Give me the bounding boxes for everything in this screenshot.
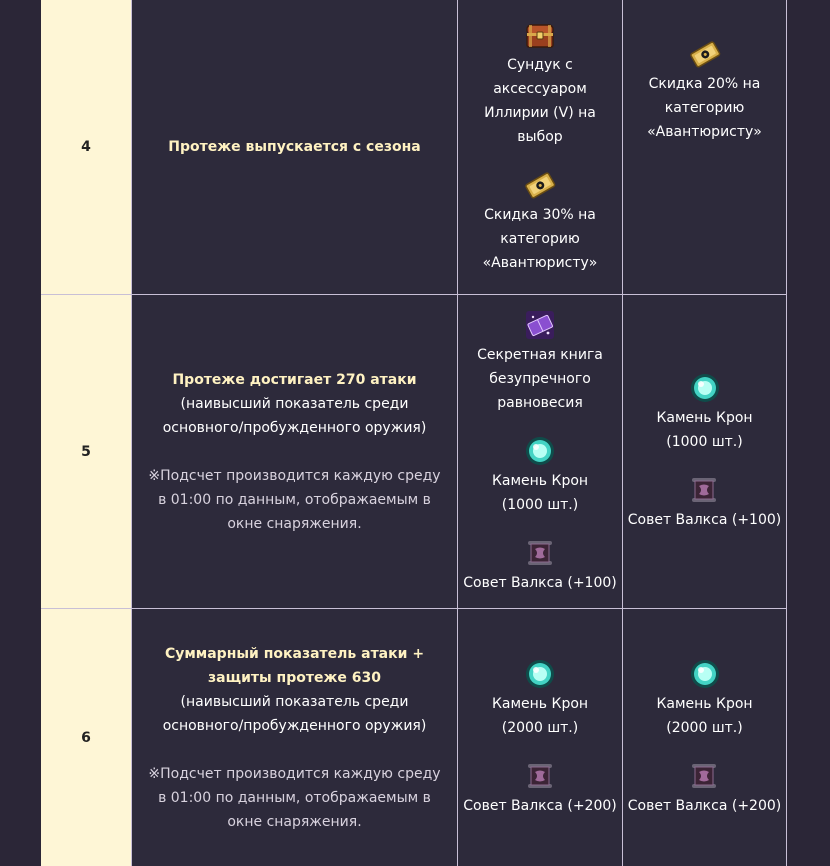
valks-scroll-icon	[524, 760, 556, 792]
reward-item	[485, 435, 595, 517]
reward-cell-2	[623, 609, 787, 866]
reward-name: Совет Валкса (+200)	[463, 797, 617, 814]
row-number: 5	[41, 295, 131, 608]
reward-item	[628, 474, 782, 532]
reward-item	[480, 169, 600, 275]
reward-cell-1	[458, 0, 623, 294]
reward-cell-1	[458, 295, 623, 608]
reward-item	[645, 38, 765, 144]
reward-item	[650, 372, 760, 454]
reward-name: Камень Крон (2000 шт.)	[656, 695, 753, 736]
condition-subtitle: (наивысший показатель среди основного/пробужденного оружия)	[162, 395, 427, 436]
row-number: 4	[41, 0, 131, 294]
valks-scroll-icon	[688, 760, 720, 792]
table-row	[41, 0, 787, 294]
reward-name: Сундук с аксессуаром Иллирии (V) на выбор	[484, 57, 596, 145]
reward-name: Совет Валкса (+100)	[463, 574, 617, 591]
reward-item	[480, 19, 600, 149]
condition-cell	[131, 295, 458, 608]
reward-cell-1	[458, 609, 623, 866]
condition-title: Протеже достигает 270 атаки	[172, 371, 417, 388]
crone-stone-icon	[689, 372, 721, 404]
crone-stone-icon	[689, 658, 721, 690]
condition-note: ※Подсчет производится каждую среду в 01:00 по данным, отображаемым в окне снаряжения.	[148, 467, 441, 532]
condition-title: Протеже выпускается с сезона	[168, 139, 421, 155]
reward-cell-2	[623, 295, 787, 608]
reward-item	[485, 658, 595, 740]
rewards-table	[41, 0, 787, 866]
condition-cell	[131, 0, 458, 294]
discount-ticket-icon	[689, 38, 721, 70]
reward-name: Камень Крон (1000 шт.)	[491, 472, 589, 513]
reward-cell-2	[623, 0, 787, 294]
reward-name: Камень Крон (2000 шт.)	[491, 695, 589, 736]
reward-item	[463, 760, 617, 818]
crone-stone-icon	[524, 435, 556, 467]
reward-item	[628, 760, 782, 818]
condition-title: Суммарный показатель атаки + защиты протеже 630	[164, 645, 425, 686]
reward-name: Совет Валкса (+100)	[627, 511, 782, 528]
condition-cell	[131, 609, 458, 866]
row-number: 6	[41, 609, 131, 866]
crone-stone-icon	[524, 658, 556, 690]
condition-note: ※Подсчет производится каждую среду в 01:00 по данным, отображаемым в окне снаряжения.	[148, 765, 441, 830]
valks-scroll-icon	[688, 474, 720, 506]
condition-subtitle: (наивысший показатель среди основного/пробужденного оружия)	[162, 693, 427, 734]
discount-ticket-icon	[524, 169, 556, 201]
reward-name: Камень Крон (1000 шт.)	[656, 409, 753, 450]
reward-item	[650, 658, 760, 740]
secret-book-icon	[524, 309, 556, 341]
reward-name: Секретная книга безупречного равновесия	[477, 346, 603, 411]
table-row	[41, 609, 787, 866]
reward-item	[475, 309, 605, 415]
chest-icon	[524, 19, 556, 51]
reward-name: Скидка 30% на категорию «Авантюристу»	[482, 207, 598, 271]
reward-name: Совет Валкса (+200)	[627, 797, 782, 814]
reward-name: Скидка 20% на категорию «Авантюристу»	[647, 76, 762, 140]
valks-scroll-icon	[524, 537, 556, 569]
table-row	[41, 295, 787, 608]
reward-item	[463, 537, 617, 595]
